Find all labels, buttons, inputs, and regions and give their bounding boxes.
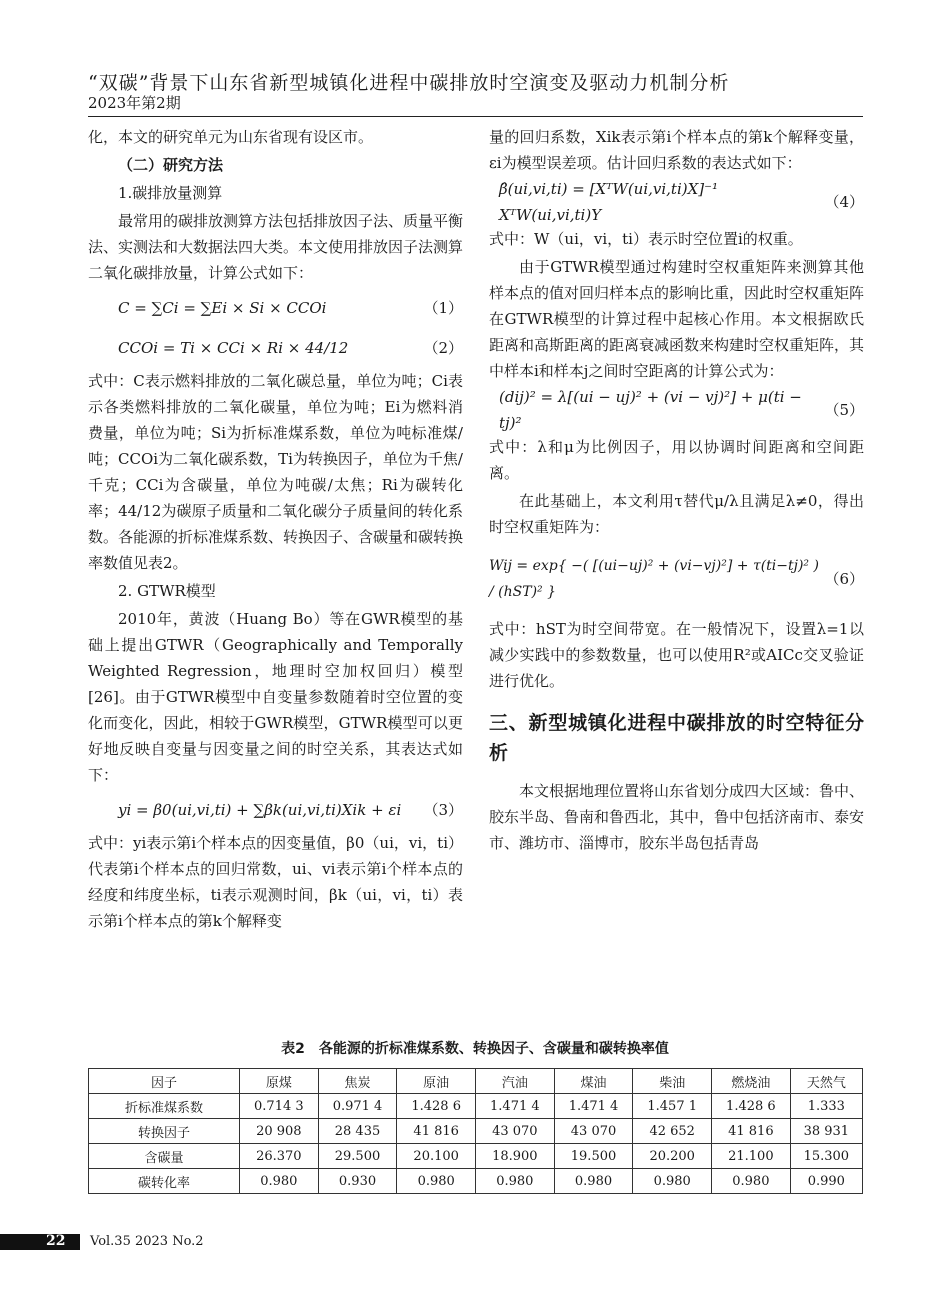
- table-header-cell: 焦炭: [318, 1069, 397, 1094]
- table-header-cell: 原油: [397, 1069, 476, 1094]
- table-cell: 0.980: [240, 1169, 319, 1194]
- table-cell: 43 070: [554, 1119, 633, 1144]
- table-cell: 29.500: [318, 1144, 397, 1169]
- paragraph: 式中：yi表示第i个样本点的因变量值，β0（ui，vi，ti）代表第i个样本点的回归常数，ui、vi表示第i个样本点的经度和纬度坐标，ti表示观测时间，βk（ui，vi，ti）表示第i个样本点的第k个解释变: [88, 834, 463, 930]
- equation-5-body: (dij)² = λ[(ui − uj)² + (vi − vj)²] + μ(ti − tj)²: [499, 388, 802, 432]
- equation-6: [489, 542, 864, 616]
- table-cell: 42 652: [633, 1119, 712, 1144]
- table-cell: 41 816: [712, 1119, 791, 1144]
- paragraph: 由于GTWR模型通过构建时空权重矩阵来测算其他样本点的值对回归样本点的影响比重，因此时空权重矩阵在GTWR模型的计算过程中起核心作用。本文根据欧氏距离和高斯距离的距离衰减函数来构建时空权重矩阵，其中样本i和样本j之间时空距离的计算公式为：: [489, 258, 865, 380]
- page-number: 22: [46, 1233, 66, 1249]
- table-cell: 0.980: [554, 1169, 633, 1194]
- running-header-issue: 2023年第2期: [88, 94, 181, 112]
- table-row: [89, 1119, 863, 1144]
- volume-info: Vol.35 2023 No.2: [90, 1234, 204, 1249]
- table-cell: 1.471 4: [476, 1094, 555, 1119]
- table-cell: 含碳量: [89, 1144, 240, 1169]
- table-header-cell: 煤油: [554, 1069, 633, 1094]
- table-caption: 表2 各能源的折标准煤系数、转换因子、含碳量和碳转换率值: [281, 1041, 669, 1057]
- paragraph: 2010年，黄波（Huang Bo）等在GWR模型的基础上提出GTWR（Geographically and Temporally Weighted Regression，地理时空加权回归）模型[26]。由于GTWR模型中自变量参数随着时空位置的变化而变化，因此，相较于GWR模型，GTWR模型可以更好地反映自变量与因变量之间的时空关系，其表达式如下：: [88, 610, 463, 784]
- right-column: [489, 124, 864, 858]
- paragraph: 式中：hST为时空间带宽。在一般情况下，设置λ=1以减少实践中的参数数量，也可以使用R²或AICc交叉验证进行优化。: [489, 620, 864, 690]
- table-cell: 21.100: [712, 1144, 791, 1169]
- equation-5: [489, 386, 864, 434]
- table-cell: 43 070: [476, 1119, 555, 1144]
- table-cell: 0.714 3: [240, 1094, 319, 1119]
- equation-3-body: yi = β0(ui,vi,ti) + ∑βk(ui,vi,ti)Xik + εi: [118, 801, 402, 819]
- equation-2: [88, 328, 463, 368]
- header-rule: [88, 116, 863, 117]
- table-cell: 26.370: [240, 1144, 319, 1169]
- table-header-cell: 燃烧油: [712, 1069, 791, 1094]
- table-cell: 0.971 4: [318, 1094, 397, 1119]
- table-cell: 转换因子: [89, 1119, 240, 1144]
- table-header-cell: 因子: [89, 1069, 240, 1094]
- table-cell: 18.900: [476, 1144, 555, 1169]
- table-cell: 1.457 1: [633, 1094, 712, 1119]
- equation-6-number: （6）: [824, 570, 864, 588]
- table-cell: 38 931: [790, 1119, 862, 1144]
- table-cell: 19.500: [554, 1144, 633, 1169]
- table-cell: 1.333: [790, 1094, 862, 1119]
- subheading-methods: （二）研究方法: [118, 156, 224, 174]
- table-header-cell: 原煤: [240, 1069, 319, 1094]
- equation-3-number: （3）: [423, 801, 463, 819]
- table-header-cell: 天然气: [790, 1069, 862, 1094]
- left-column: [88, 124, 463, 936]
- paragraph: 最常用的碳排放测算方法包括排放因子法、质量平衡法、实测法和大数据法四大类。本文使用排放因子法测算二氧化碳排放量，计算公式如下：: [88, 212, 464, 282]
- section-heading-3: 三、新型城镇化进程中碳排放的时空特征分析: [489, 712, 864, 764]
- paragraph: 式中：W（ui，vi，ti）表示时空位置i的权重。: [489, 230, 803, 248]
- table-cell: 0.930: [318, 1169, 397, 1194]
- table-cell: 0.980: [633, 1169, 712, 1194]
- running-header-title: “双碳”背景下山东省新型城镇化进程中碳排放时空演变及驱动力机制分析: [88, 72, 730, 94]
- table-row: [89, 1094, 863, 1119]
- table-cell: 20 908: [240, 1119, 319, 1144]
- table-cell: 1.471 4: [554, 1094, 633, 1119]
- table-header-row: [89, 1069, 863, 1094]
- equation-4-body: β̂(ui,vi,ti) = [XᵀW(ui,vi,ti)X]⁻¹ XᵀW(ui,vi,ti)Y: [499, 180, 719, 224]
- paragraph: 式中：C表示燃料排放的二氧化碳总量，单位为吨；Ci表示各类燃料排放的二氧化碳量，单位为吨；Ei为燃料消费量，单位为吨；Si为折标准煤系数，单位为吨标准煤/吨；CCOi为二氧化碳系数，Ti为转换因子，单位为千焦/千克；CCi为含碳量，单位为吨碳/太焦；Ri为碳转化率；44/12为碳原子质量和二氧化碳分子质量间的转化系数。各能源的折标准煤系数、转换因子、含碳量和碳转换率数值见表2。: [88, 372, 464, 572]
- table-header-cell: 汽油: [476, 1069, 555, 1094]
- equation-1-body: C = ∑Ci = ∑Ei × Si × CCOi: [118, 299, 327, 317]
- table-cell: 碳转化率: [89, 1169, 240, 1194]
- table-cell: 折标准煤系数: [89, 1094, 240, 1119]
- equation-6-body: Wij = exp{ −( [(ui−uj)² + (vi−vj)²] + τ(ti−tj)² ) / (hST)² }: [489, 558, 819, 600]
- table-cell: 0.980: [476, 1169, 555, 1194]
- equation-3: [88, 790, 463, 830]
- table-cell: 0.980: [397, 1169, 476, 1194]
- table-row: [89, 1144, 863, 1169]
- table-header-cell: 柴油: [633, 1069, 712, 1094]
- equation-1-number: （1）: [423, 299, 463, 317]
- table-cell: 20.200: [633, 1144, 712, 1169]
- equation-1: [88, 288, 463, 328]
- equation-4: [489, 178, 864, 226]
- subheading-gtwr: 2. GTWR模型: [118, 582, 216, 600]
- table-cell: 41 816: [397, 1119, 476, 1144]
- table-2: [88, 1068, 863, 1194]
- paragraph: 式中：λ和μ为比例因子，用以协调时间距离和空间距离。: [489, 438, 864, 482]
- footer-page-bar: [0, 1234, 80, 1250]
- table-cell: 1.428 6: [397, 1094, 476, 1119]
- equation-2-body: CCOi = Ti × CCi × Ri × 44/12: [118, 339, 349, 357]
- equation-4-number: （4）: [824, 193, 864, 211]
- table-cell: 0.990: [790, 1169, 862, 1194]
- equation-5-number: （5）: [824, 401, 864, 419]
- subheading-carbon: 1.碳排放量测算: [118, 184, 223, 202]
- paragraph: 本文根据地理位置将山东省划分成四大区域：鲁中、胶东半岛、鲁南和鲁西北，其中，鲁中包括济南市、泰安市、潍坊市、淄博市，胶东半岛包括青岛: [489, 782, 865, 852]
- table-cell: 0.980: [712, 1169, 791, 1194]
- paragraph: 化，本文的研究单元为山东省现有设区市。: [88, 128, 374, 146]
- paragraph: 在此基础上，本文利用τ替代μ/λ且满足λ≠0，得出时空权重矩阵为：: [489, 492, 864, 536]
- table-cell: 15.300: [790, 1144, 862, 1169]
- paragraph: 量的回归系数，Xik表示第i个样本点的第k个解释变量，εi为模型误差项。估计回归系数的表达式如下：: [489, 128, 864, 172]
- table-cell: 1.428 6: [712, 1094, 791, 1119]
- table-row: [89, 1169, 863, 1194]
- equation-2-number: （2）: [423, 339, 463, 357]
- table-cell: 28 435: [318, 1119, 397, 1144]
- table-cell: 20.100: [397, 1144, 476, 1169]
